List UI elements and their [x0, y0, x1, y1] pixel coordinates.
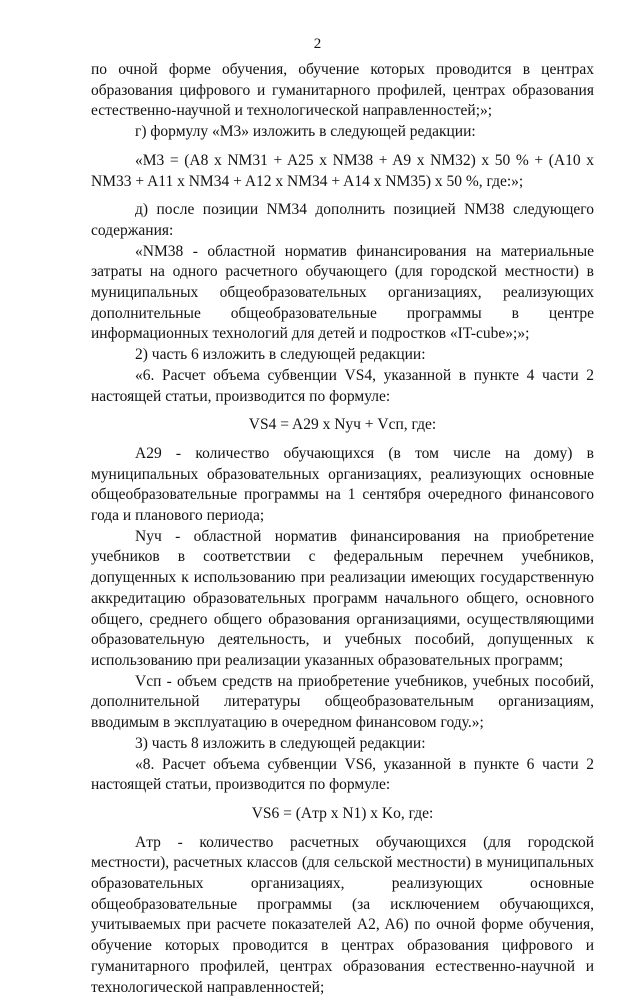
paragraph: г) формулу «M3» изложить в следующей редакции: — [135, 123, 476, 141]
paragraph: д) после позиции NM34 дополнить позицией NM38 следующего содержания: — [91, 201, 594, 239]
paragraph: «6. Расчет объема субвенции VS4, указанной в пункте 4 части 2 настоящей статьи, производится по формуле: — [91, 366, 594, 405]
formula-m3: «M3 = (A8 x NM31 + A25 x NM38 + A9 x NM32) x 50 % + (A10 x NM33 + A11 x NM34 + A12 x NM34 + A14 x NM35) x 50 %, где:»; — [91, 151, 594, 190]
paragraph: по очной форме обучения, обучение которых проводится в центрах образования цифрового и гуманитарного профилей, центрах образования естественно-научной и технологической направленностей;»; — [91, 61, 594, 120]
paragraph: 3) часть 8 изложить в следующей редакции: — [135, 734, 426, 752]
page-number: 2 — [313, 36, 322, 52]
paragraph: 2) часть 6 изложить в следующей редакции: — [135, 346, 426, 364]
formula-vs4: VS4 = A29 x Nуч + Vсп, где: — [248, 416, 437, 434]
paragraph: Vсп - объем средств на приобретение учебников, учебных пособий, дополнительной литературы общеобразовательным организациям, вводимым в эксплуатацию в очередном финансовом году.»; — [91, 672, 594, 732]
paragraph: «8. Расчет объема субвенции VS6, указанной в пункте 6 части 2 настоящей статьи, производится по формуле: — [91, 755, 594, 794]
document-body — [91, 60, 594, 998]
paragraph: «NM38 - областной норматив финансирования на материальные затраты на одного расчетного обучающего (для городской местности) в муниципальных общеобразовательных организациях, реализующих дополнительные общеобразовательные программы в центре информационных технологий для детей и подростков «IT-cube»;»; — [91, 242, 594, 343]
paragraph: Aтр - количество расчетных обучающихся (для городской местности), расчетных классов (для сельской местности) в муниципальных образовательных организациях, реализующих основные общеобразовательные программы (за исключением обучающихся, учитываемых при расчете показателей A2, A6) по очной форме обучения, обучение которых проводится в центрах образования цифрового и гуманитарного профилей, центрах образования естественно-научной и технологической направленностей; — [91, 833, 594, 996]
formula-vs6: VS6 = (Aтр x N1) x Kо, где: — [251, 804, 434, 822]
paragraph: A29 - количество обучающихся (в том числе на дому) в муниципальных образовательных организациях, реализующих основные общеобразовательные программы на 1 сентября очередного финансового года и планового периода; — [91, 444, 594, 525]
paragraph: Nуч - областной норматив финансирования на приобретение учебников в соответствии с федеральным перечнем учебников, допущенных к использованию при реализации имеющих государственную аккредитацию образовательных программ начального общего, основного общего, среднего общего образования организациями, осуществляющими образовательную деятельность, и учебных пособий, допущенных к использованию при реализации указанных образовательных программ; — [91, 527, 594, 669]
